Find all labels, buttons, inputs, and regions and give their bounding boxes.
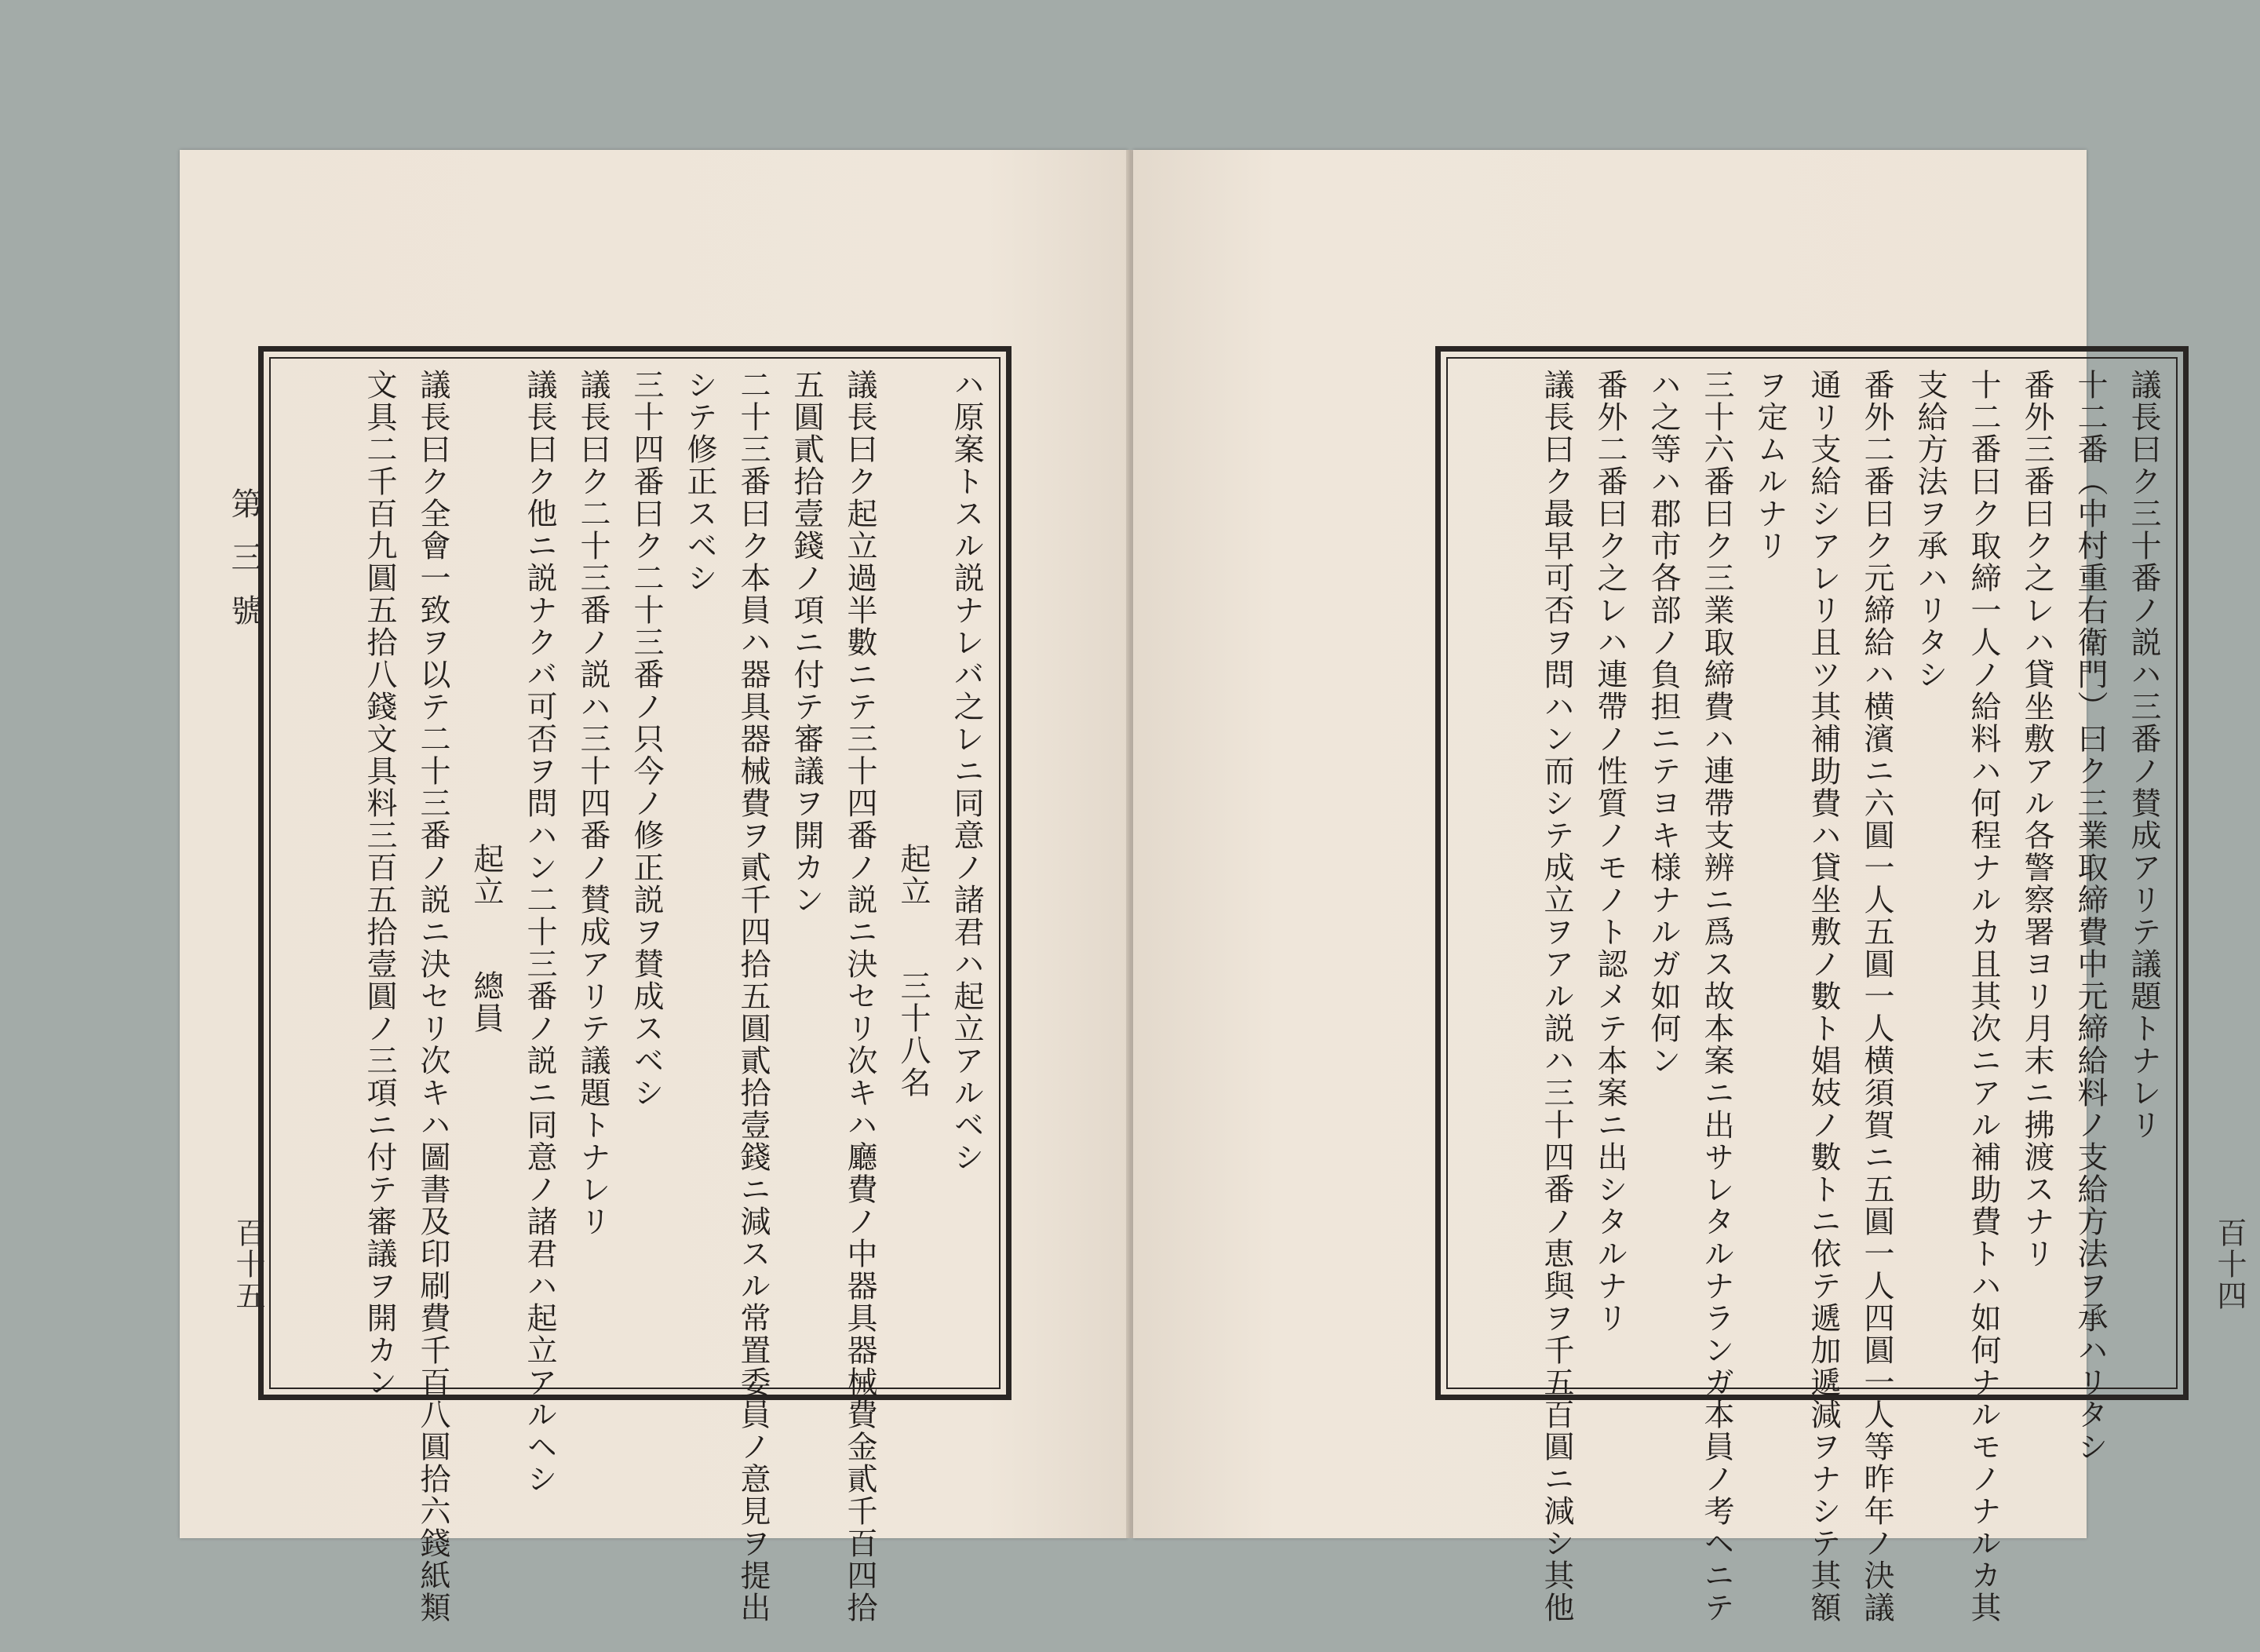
text-column: 番外二番曰ク之レハ連帶ノ性質ノモノト認メテ本案ニ出シタルナリ <box>1592 369 1628 1334</box>
left-page <box>180 150 1128 1624</box>
column-trailing-text: 三十八名 <box>895 970 931 1099</box>
text-column: 支給方法ヲ承ハリタシ <box>1912 369 1948 691</box>
text-column <box>609 369 662 1377</box>
column-text: 議長曰ク他ニ説ナクバ可否ヲ問ハン二十三番ノ説ニ同意ノ諸君ハ起立アルヘシ <box>522 369 557 1495</box>
column-text: シテ修正スベシ <box>682 369 717 594</box>
column-text: 三十四番曰ク二十三番ノ只今ノ修正説ヲ賛成スベシ <box>629 369 664 1109</box>
column-text: 議長曰ク全會一致ヲ以テ二十三番ノ説ニ決セリ次キハ圖書及印刷費千百八圓拾六錢紙類 <box>415 369 450 1624</box>
text-column <box>502 369 557 1495</box>
text-column <box>342 369 397 1399</box>
text-column <box>876 369 929 1377</box>
text-column: 番外三番曰ク之レハ貸坐敷アル各警察署ヨリ月末ニ拂渡スナリ <box>2019 369 2054 1270</box>
text-column: 議長曰ク最早可否ヲ問ハン而シテ成立ヲアル説ハ三十四番ノ恵與ヲ千五百圓ニ減シ其他 <box>1539 369 1574 1624</box>
text-column: 通リ支給シアレリ且ツ其補助費ハ貸坐敷ノ數ト娼妓ノ數トニ依テ遞加遞減ヲナシテ其額 <box>1806 369 1841 1624</box>
right-page <box>1133 150 2247 1624</box>
page-number-right: 百十四 <box>2212 1217 2247 1311</box>
column-text: 五圓貳拾壹錢ノ項ニ付テ審議ヲ開カン <box>789 369 824 916</box>
column-text: 起立 <box>468 843 504 907</box>
column-text: 文具二千百九圓五拾八錢文具料三百五拾壹圓ノ三項ニ付テ審議ヲ開カン <box>362 369 397 1399</box>
text-column: ハ之等ハ郡市各部ノ負担ニテヨキ様ナルガ如何ン <box>1646 369 1681 1077</box>
text-column: 議長曰ク三十番ノ説ハ三番ノ賛成アリテ議題トナレリ <box>2126 369 2161 1141</box>
text-column <box>556 369 609 1377</box>
text-column <box>822 369 877 1624</box>
column-text: 議長曰ク二十三番ノ説ハ三十四番ノ賛成アリテ議題トナレリ <box>575 369 611 1238</box>
margin-title: 第三號 <box>226 487 262 647</box>
text-frame-right <box>1435 346 2189 1624</box>
column-text: 二十三番曰ク本員ハ器具器械費ヲ貳千四拾五圓貳拾壹錢ニ減スル常置委員ノ意見ヲ提出 <box>735 369 771 1624</box>
text-column: 十二番曰ク取締一人ノ給料ハ何程ナルカ且其次ニアル補助費トハ如何ナルモノナルカ其 <box>1966 369 2001 1624</box>
column-text: 議長曰ク起立過半數ニテ三十四番ノ説ニ決セリ次キハ廳費ノ中器具器械費金貳千百四拾 <box>842 369 877 1624</box>
text-columns-left <box>342 369 984 1624</box>
text-column: 十二番（中村重右衛門）曰ク三業取締費中元締給料ノ支給方法ヲ承ハリタシ <box>2072 369 2108 1463</box>
book-spread <box>180 150 2247 1624</box>
column-text: ハ原案トスル説ナレバ之レニ同意ノ諸君ハ起立アルベシ <box>949 369 984 1173</box>
column-trailing-text: 總員 <box>468 970 504 1034</box>
text-column: 番外二番曰ク元締給ハ横濱ニ六圓一人五圓一人横須賀ニ五圓一人四圓一人等昨年ノ決議 <box>1859 369 1894 1624</box>
text-column <box>396 369 450 1624</box>
text-column <box>662 369 716 1377</box>
text-frame-left <box>258 346 1012 1624</box>
text-column <box>449 369 502 1377</box>
text-column: 三十六番曰ク三業取締費ハ連帶支辨ニ爲ス故本案ニ出サレタルナランガ本員ノ考ヘニテ <box>1699 369 1734 1624</box>
text-column <box>769 369 822 1377</box>
page-number-left: 百十五 <box>231 1217 265 1311</box>
text-column: ヲ定ムルナリ <box>1752 369 1788 562</box>
text-column <box>716 369 771 1624</box>
column-text: 起立 <box>895 843 931 907</box>
text-column <box>929 369 982 1377</box>
text-columns-right <box>1519 369 2161 1624</box>
